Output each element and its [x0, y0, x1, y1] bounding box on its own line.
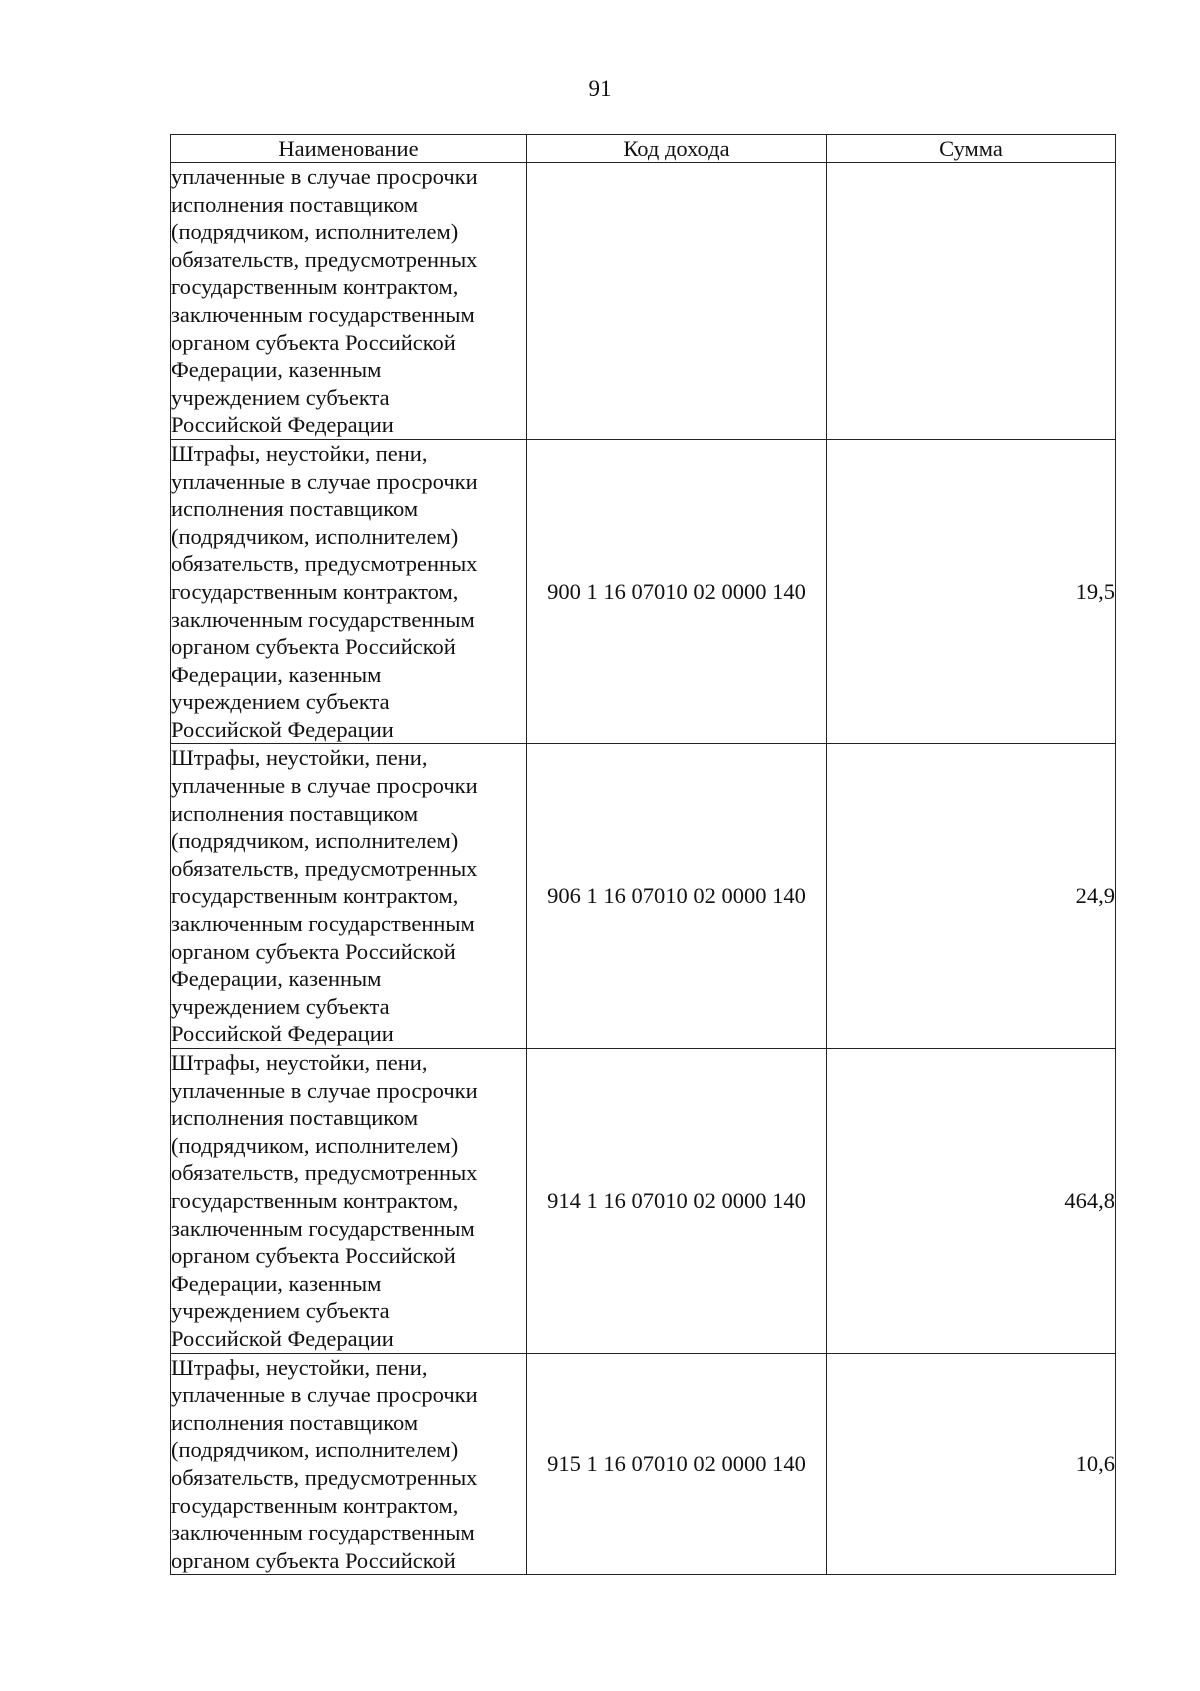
row-income-code: 906 1 16 07010 02 0000 140 [527, 744, 827, 1049]
row-name-line: Штрафы, неустойки, пени, [171, 745, 428, 771]
page-number: 91 [588, 76, 612, 101]
row-name-line: государственным контрактом, [171, 883, 459, 909]
row-name-line: (подрядчиком, исполнителем) [171, 1132, 459, 1158]
row-name-line: Штрафы, неустойки, пени, [171, 1354, 428, 1380]
table-header-row [171, 135, 1116, 163]
row-amount: 464,8 [827, 1049, 1116, 1354]
row-name-line: учреждением субъекта [171, 993, 390, 1019]
row-name-line: Штрафы, неустойки, пени, [171, 1050, 428, 1075]
header-name: Наименование [171, 135, 527, 163]
row-name-line: заключенным государственным [171, 606, 475, 632]
row-name-line: Федерации, казенным [171, 966, 382, 992]
row-name-line: органом субъекта Российской [171, 938, 456, 964]
row-name-line: исполнения поставщиком [171, 800, 419, 826]
row-name-line: исполнения поставщиком [171, 1409, 419, 1435]
row-amount: 24,9 [827, 744, 1116, 1049]
row-name-line: (подрядчиком, исполнителем) [171, 1437, 459, 1463]
row-name-line: обязательств, предусмотренных [171, 246, 478, 272]
row-name-line: органом субъекта Российской [171, 1547, 456, 1573]
row-name-cell [171, 1049, 527, 1354]
row-name-line: государственным контрактом, [171, 274, 459, 300]
row-name-line: исполнения поставщиком [171, 191, 419, 217]
row-name-line: учреждением субъекта [171, 1298, 390, 1324]
row-name-line: (подрядчиком, исполнителем) [171, 523, 459, 549]
row-name-line: обязательств, предусмотренных [171, 551, 478, 577]
row-name-line: Российской Федерации [171, 716, 394, 742]
row-name-line: уплаченные в случае просрочки [171, 773, 478, 799]
row-name-line: органом субъекта Российской [171, 1243, 456, 1269]
row-name-line: государственным контрактом, [171, 1187, 459, 1213]
income-table [170, 134, 1116, 1575]
row-name-line: заключенным государственным [171, 1520, 475, 1546]
row-name-line: заключенным государственным [171, 1215, 475, 1241]
row-name-line: органом субъекта Российской [171, 634, 456, 660]
row-amount [827, 163, 1116, 440]
row-income-code: 915 1 16 07010 02 0000 140 [527, 1353, 827, 1575]
table-row [171, 163, 1116, 440]
row-name-cell [171, 1353, 527, 1575]
row-name-line: исполнения поставщиком [171, 496, 419, 522]
table-row [171, 744, 1116, 1049]
row-name-line: обязательств, предусмотренных [171, 1464, 478, 1490]
row-name-line: исполнения поставщиком [171, 1105, 419, 1131]
row-name-cell [171, 744, 527, 1049]
row-name-line: уплаченные в случае просрочки [171, 1382, 478, 1408]
row-income-code: 914 1 16 07010 02 0000 140 [527, 1049, 827, 1354]
row-name-line: органом субъекта Российской [171, 329, 456, 355]
row-amount: 10,6 [827, 1353, 1116, 1575]
row-name-line: Российской Федерации [171, 1021, 394, 1047]
header-income-code: Код дохода [527, 135, 827, 163]
table-body [171, 163, 1116, 1575]
row-name-line: Российской Федерации [171, 412, 394, 438]
row-name-line: учреждением субъекта [171, 689, 390, 715]
row-name-line: (подрядчиком, исполнителем) [171, 219, 459, 245]
row-name-line: Российской Федерации [171, 1325, 394, 1351]
row-name-line: государственным контрактом, [171, 1492, 459, 1518]
header-amount: Сумма [827, 135, 1116, 163]
row-name-line: учреждением субъекта [171, 384, 390, 410]
row-name-line: заключенным государственным [171, 911, 475, 937]
row-name-line: Федерации, казенным [171, 1270, 382, 1296]
row-name-line: уплаченные в случае просрочки [171, 164, 478, 189]
row-name-line: государственным контрактом, [171, 578, 459, 604]
row-name-line: заключенным государственным [171, 301, 475, 327]
row-name-line: уплаченные в случае просрочки [171, 468, 478, 494]
row-name-line: Федерации, казенным [171, 661, 382, 687]
row-name-line: уплаченные в случае просрочки [171, 1077, 478, 1103]
row-name-cell [171, 163, 527, 440]
row-name-cell [171, 439, 527, 744]
table-row [171, 1353, 1116, 1575]
row-name-line: обязательств, предусмотренных [171, 855, 478, 881]
table-row [171, 1049, 1116, 1354]
row-income-code: 900 1 16 07010 02 0000 140 [527, 439, 827, 744]
row-name-line: Федерации, казенным [171, 357, 382, 383]
table-row [171, 439, 1116, 744]
row-amount: 19,5 [827, 439, 1116, 744]
row-name-line: обязательств, предусмотренных [171, 1160, 478, 1186]
row-name-line: Штрафы, неустойки, пени, [171, 440, 428, 466]
row-income-code [527, 163, 827, 440]
row-name-line: (подрядчиком, исполнителем) [171, 828, 459, 854]
